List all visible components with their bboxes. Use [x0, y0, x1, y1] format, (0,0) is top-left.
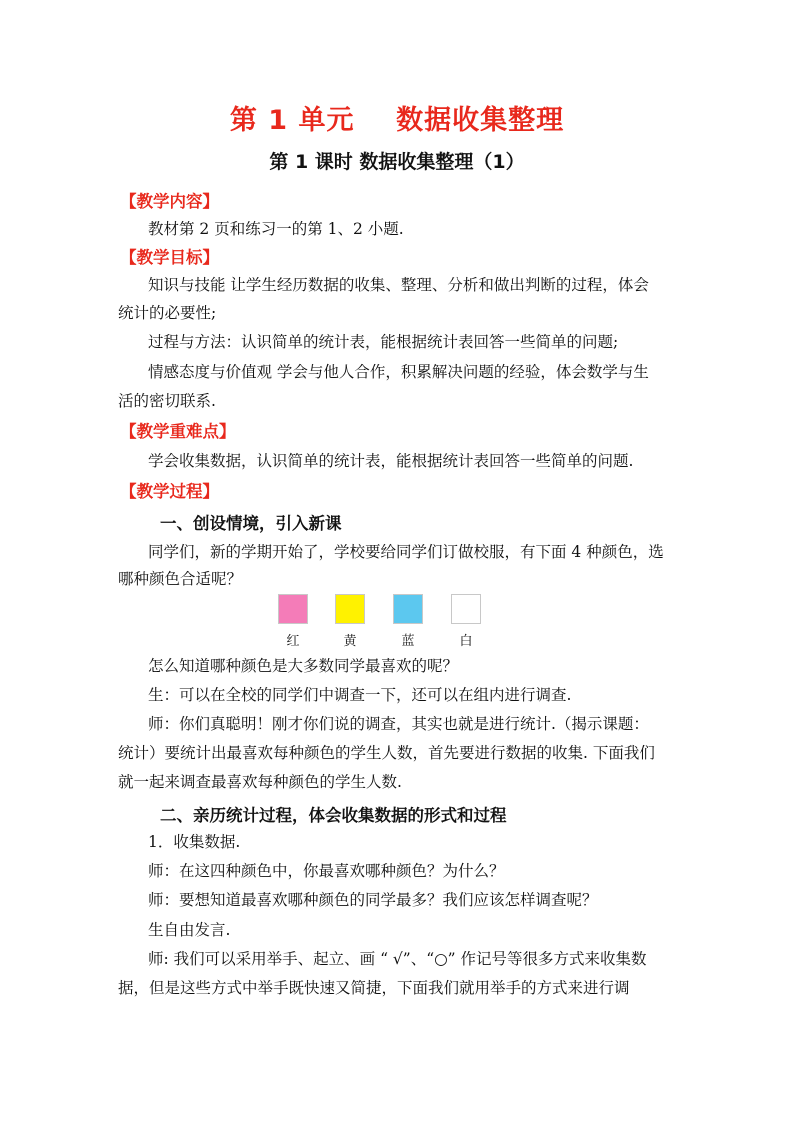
goals-line-3: 过程与方法：认识简单的统计表，能根据统计表回答一些简单的问题; [148, 333, 619, 351]
lesson-title: 第 1 课时 数据收集整理（1） [269, 151, 525, 173]
student-free-speech: 生自由发言. [148, 921, 231, 939]
goals-line-5: 活的密切联系. [118, 392, 216, 410]
swatch-label-yellow: 黄 [343, 634, 357, 649]
content-text: 教材第 2 页和练习一的第 1、2 小题. [148, 220, 404, 238]
student-answer-line: 生：可以在全校的同学们中调查一下，还可以在组内进行调查. [148, 686, 572, 704]
question-line: 怎么知道哪种颜色是大多数同学最喜欢的呢？ [148, 657, 459, 675]
swatch-label-red: 红 [286, 634, 300, 649]
swatch-red [278, 594, 308, 624]
teacher-question-1: 师：在这四种颜色中，你最喜欢哪种颜色？为什么？ [148, 862, 505, 880]
teacher-line-2: 统计）要统计出最喜欢每种颜色的学生人数，首先要进行数据的收集. 下面我们 [118, 744, 655, 762]
part2-heading: 二、亲历统计过程，体会收集数据的形式和过程 [160, 806, 507, 825]
swatch-label-white: 白 [459, 634, 473, 649]
step-1-line: 1．收集数据. [148, 833, 241, 851]
teacher-methods-line-2: 据，但是这些方式中举手既快速又简捷，下面我们就用举手的方式来进行调 [118, 979, 630, 997]
swatch-blue [393, 594, 423, 624]
swatch-white [451, 594, 481, 624]
unit-title: 第 1 单元 数据收集整理 [229, 105, 565, 136]
swatch-yellow [335, 594, 365, 624]
teacher-question-2: 师：要想知道最喜欢哪种颜色的同学最多？我们应该怎样调查呢？ [148, 891, 598, 909]
teacher-line-3: 就一起来调查最喜欢每种颜色的学生人数. [118, 773, 402, 791]
key-points-text: 学会收集数据，认识简单的统计表，能根据统计表回答一些简单的问题. [148, 452, 634, 470]
part1-heading: 一、创设情境，引入新课 [160, 514, 342, 533]
teacher-methods-line-1: 师: 我们可以采用举手、起立、画 “ √”、“○” 作记号等很多方式来收集数 [148, 950, 647, 968]
part1-paragraph-line-2: 哪种颜色合适呢？ [118, 570, 243, 588]
swatch-label-blue: 蓝 [401, 634, 415, 649]
goals-line-4: 情感态度与价值观 学会与他人合作，积累解决问题的经验，体会数学与生 [148, 363, 649, 381]
goals-line-1: 知识与技能 让学生经历数据的收集、整理、分析和做出判断的过程，体会 [148, 276, 649, 294]
goals-line-2: 统计的必要性; [118, 304, 217, 322]
teacher-line-1: 师：你们真聪明！刚才你们说的调查，其实也就是进行统计.（揭示课题： [148, 715, 649, 733]
part1-paragraph-line-1: 同学们，新的学期开始了，学校要给同学们订做校服，有下面 4 种颜色，选 [148, 543, 664, 561]
section-header-process: 【教学过程】 [120, 482, 219, 501]
section-header-content: 【教学内容】 [120, 192, 219, 211]
section-header-key-points: 【教学重难点】 [120, 422, 236, 441]
section-header-goals: 【教学目标】 [120, 248, 219, 267]
